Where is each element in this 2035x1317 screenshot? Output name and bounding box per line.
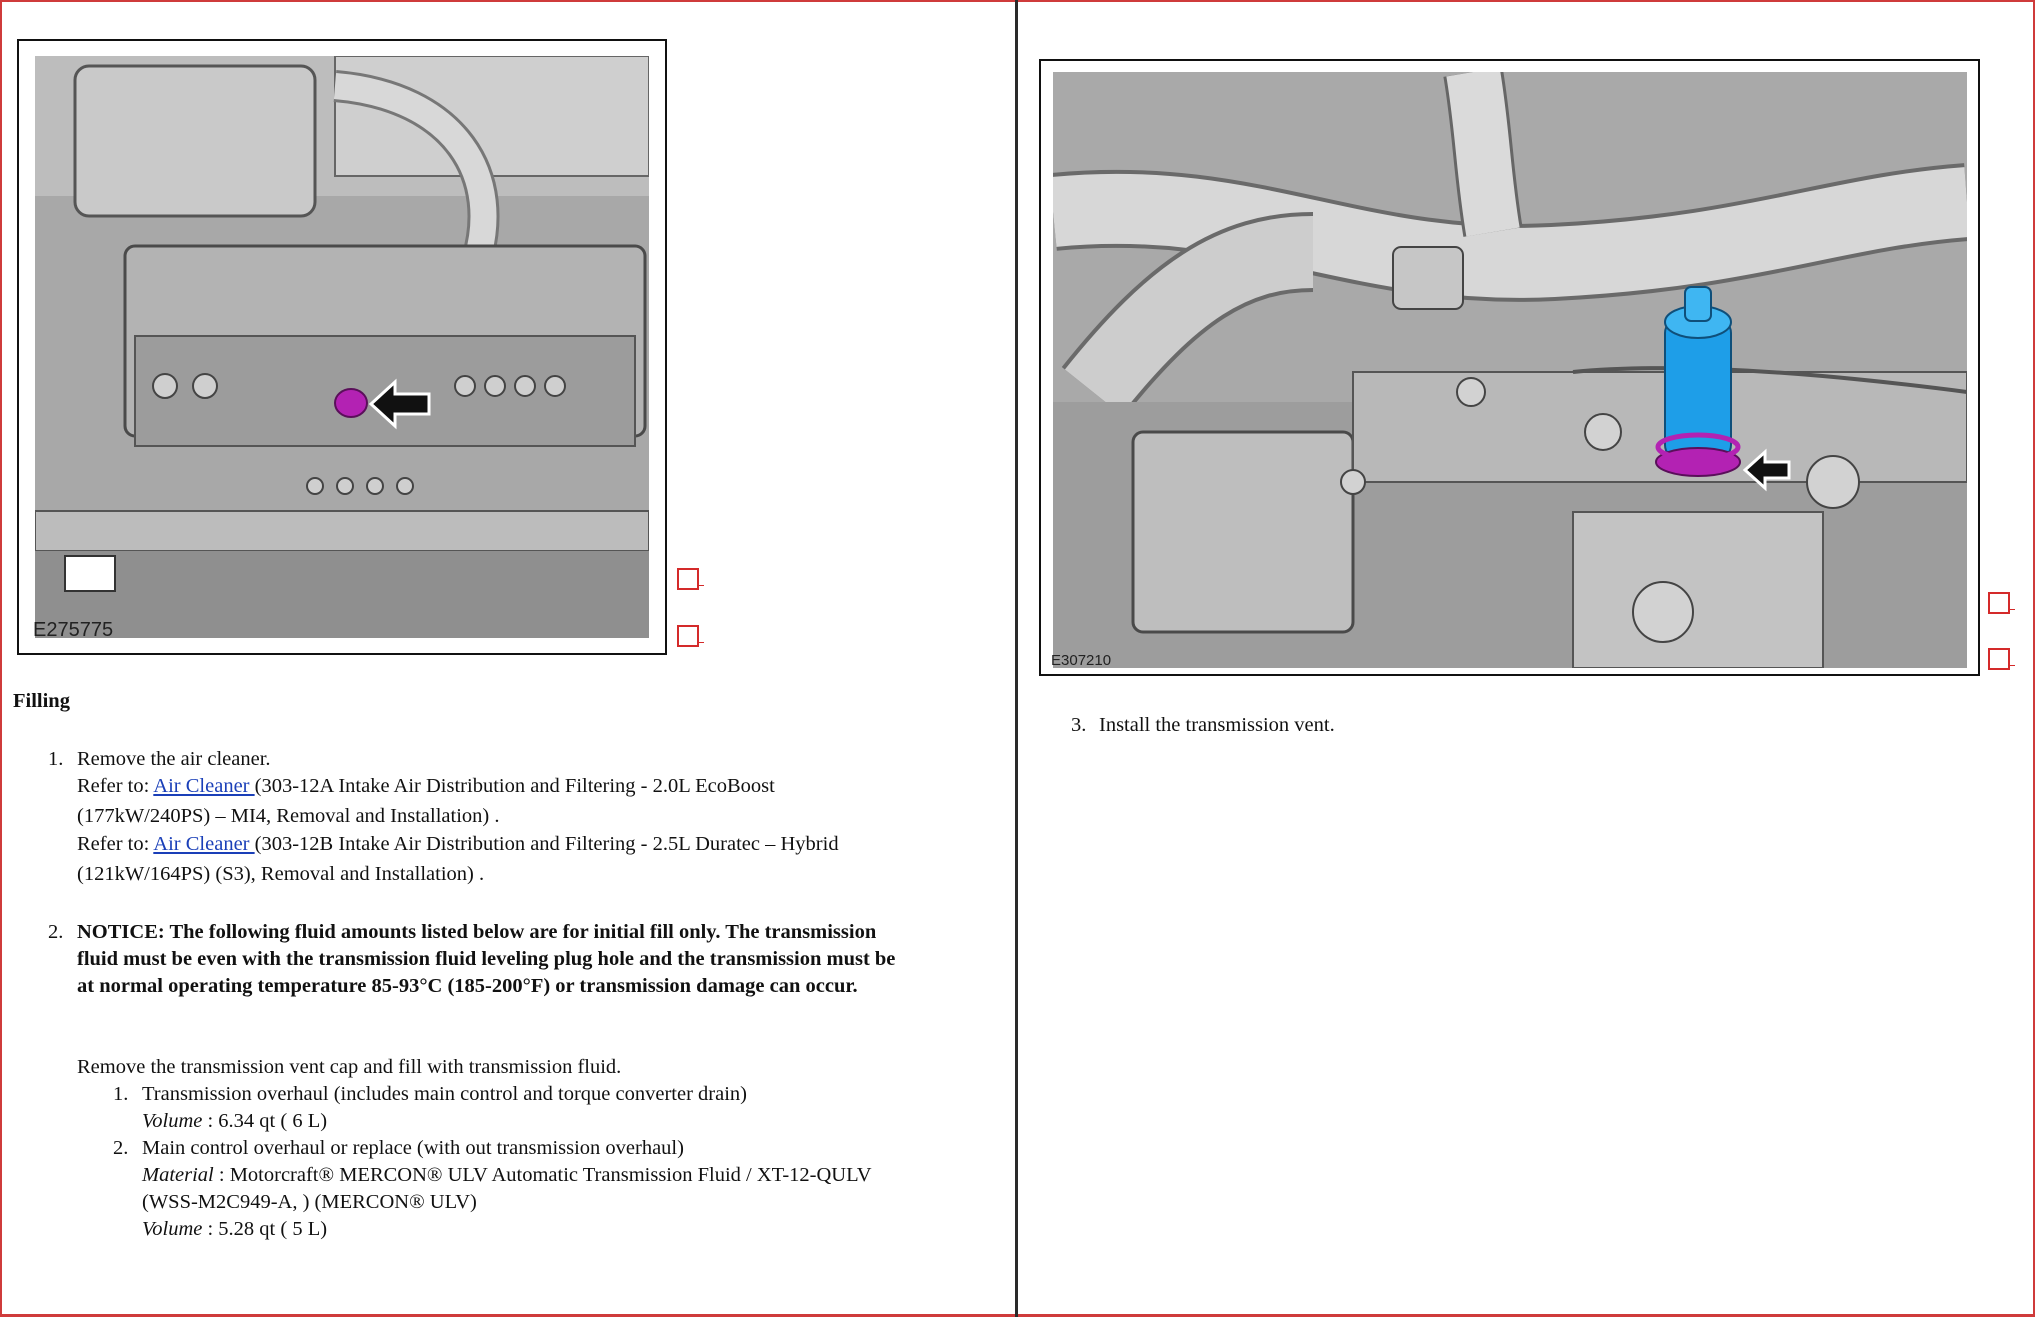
volume-spec [142, 1108, 327, 1135]
reference-line [77, 773, 775, 800]
material-spec-continued: (WSS-M2C949-A, ) (MERCON® ULV) [142, 1191, 477, 1213]
figure-checkbox-top-right[interactable] [1988, 592, 2010, 614]
material-label: Material [142, 1164, 214, 1186]
step-text: Remove the air cleaner. [77, 748, 271, 770]
air-cleaner-link[interactable]: Air Cleaner [153, 833, 255, 855]
figure-frame-right [1039, 59, 1980, 676]
step-number: 1. [48, 748, 64, 770]
volume-value: : 5.28 qt ( 5 L) [202, 1218, 328, 1240]
instruction-text: Remove the transmission vent cap and fill with transmission fluid. [77, 1056, 622, 1078]
figure-checkbox-bottom-left[interactable] [677, 625, 699, 647]
left-column [0, 0, 1015, 1317]
step-text: Install the transmission vent. [1099, 714, 1335, 736]
notice-text: fluid must be even with the transmission fluid leveling plug hole and the transmission must be [77, 948, 896, 970]
step-number: 2. [48, 921, 64, 943]
material-spec [142, 1162, 872, 1189]
engine-illustration-drain-plug [35, 56, 649, 638]
reference-prefix: Refer to: [77, 775, 154, 797]
figure-checkbox-bottom-right[interactable] [1988, 648, 2010, 670]
reference-line-continued: (121kW/164PS) (S3), Removal and Installation) . [77, 863, 485, 885]
volume-label: Volume [142, 1218, 203, 1240]
material-value: : Motorcraft® MERCON® ULV Automatic Transmission Fluid / XT-12-QULV [213, 1164, 872, 1186]
sub-step-number: 1. [113, 1083, 129, 1105]
figure-frame-left [17, 39, 667, 655]
volume-label: Volume [142, 1110, 203, 1132]
reference-line [77, 831, 839, 858]
sub-step-number: 2. [113, 1137, 129, 1159]
section-heading: Filling [13, 690, 70, 712]
step-number: 3. [1071, 714, 1087, 736]
right-column [1018, 0, 2035, 1317]
figure-id-label-right: E307210 [1051, 652, 1112, 669]
reference-line-continued: (177kW/240PS) – MI4, Removal and Installation) . [77, 805, 500, 827]
volume-value: : 6.34 qt ( 6 L) [202, 1110, 328, 1132]
figure-checkbox-top-left[interactable] [677, 568, 699, 590]
sub-step-text: Transmission overhaul (includes main control and torque converter drain) [142, 1083, 747, 1105]
air-cleaner-link[interactable]: Air Cleaner [153, 775, 255, 797]
volume-spec [142, 1216, 327, 1243]
figure-id-label-left: E275775 [33, 619, 114, 641]
notice-text: NOTICE: The following fluid amounts listed below are for initial fill only. The transmission [77, 921, 877, 943]
reference-detail: (303-12B Intake Air Distribution and Filtering - 2.5L Duratec – Hybrid [254, 833, 839, 855]
reference-detail: (303-12A Intake Air Distribution and Filtering - 2.0L EcoBoost [254, 775, 775, 797]
reference-prefix: Refer to: [77, 833, 154, 855]
sub-step-text: Main control overhaul or replace (with out transmission overhaul) [142, 1137, 684, 1159]
notice-text: at normal operating temperature 85-93°C (185-200°F) or transmission damage can occur. [77, 975, 858, 997]
engine-illustration-transmission-vent [1053, 72, 1967, 668]
